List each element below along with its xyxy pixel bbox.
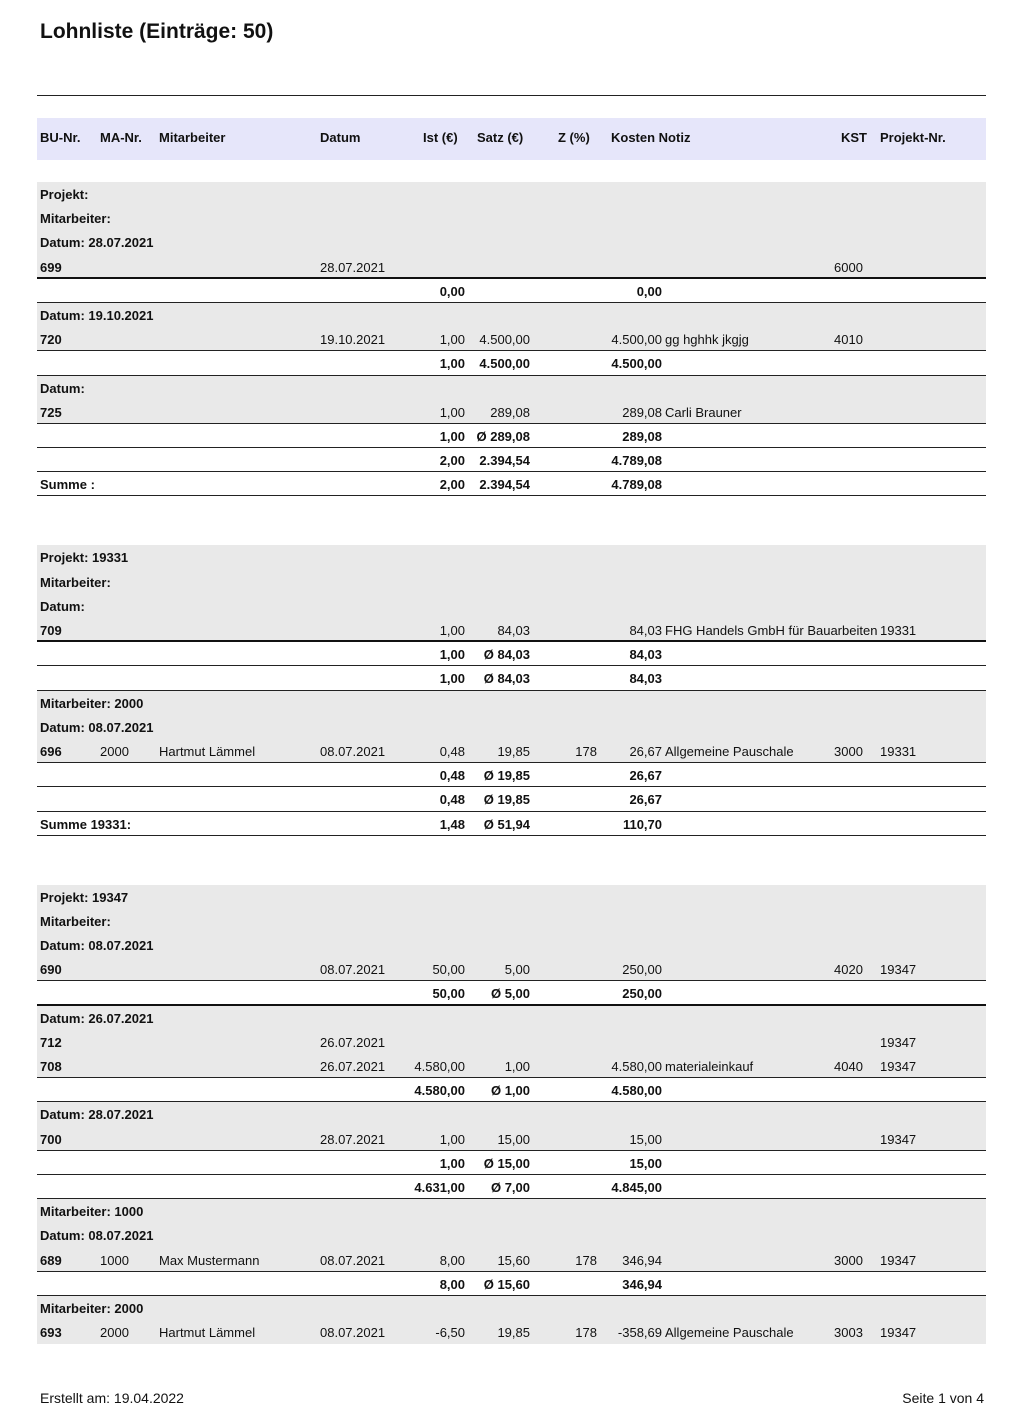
col-datum: Datum bbox=[320, 130, 361, 145]
group-label: Mitarbeiter: bbox=[40, 574, 111, 590]
kosten-cell: 4.500,00 bbox=[611, 332, 662, 348]
satz-sum: Ø 15,60 bbox=[483, 1276, 530, 1292]
subtotal-row bbox=[37, 666, 986, 690]
ist-sum: 4.580,00 bbox=[414, 1083, 465, 1099]
subtotal-row bbox=[37, 424, 986, 448]
report-title: Lohnliste (Einträge: 50) bbox=[40, 20, 274, 43]
group-header-row bbox=[37, 1223, 986, 1247]
col-mitarbeiter: Mitarbeiter bbox=[159, 130, 226, 145]
group-header-row bbox=[37, 303, 986, 327]
subtotal-row bbox=[37, 787, 986, 811]
group-header-row bbox=[37, 182, 986, 206]
group-label: Mitarbeiter: 1000 bbox=[40, 1204, 144, 1220]
group-header-row bbox=[37, 885, 986, 909]
group-label: Datum: 08.07.2021 bbox=[40, 938, 154, 954]
table-row bbox=[37, 618, 986, 642]
kosten-cell: 289,08 bbox=[622, 404, 662, 420]
kosten-sum: 84,03 bbox=[629, 647, 662, 663]
z-cell: 178 bbox=[575, 1325, 597, 1341]
column-header-row bbox=[37, 118, 986, 160]
kst-cell: 4040 bbox=[834, 1059, 863, 1074]
subtotal-row bbox=[37, 351, 986, 375]
kosten-sum: 4.789,08 bbox=[611, 453, 662, 469]
group-header-row bbox=[37, 545, 986, 569]
satz-sum: Ø 51,94 bbox=[483, 816, 530, 832]
created-date: Erstellt am: 19.04.2022 bbox=[40, 1390, 184, 1406]
bu-nr-cell: 699 bbox=[40, 259, 62, 275]
subtotal-row bbox=[37, 279, 986, 303]
table-row bbox=[37, 327, 986, 351]
satz-cell: 84,03 bbox=[497, 623, 530, 638]
datum-cell: 08.07.2021 bbox=[320, 1252, 386, 1268]
ist-sum: 50,00 bbox=[432, 986, 465, 1002]
kosten-cell: 4.580,00 bbox=[611, 1059, 662, 1074]
projekt-nr-cell: 19347 bbox=[880, 1034, 917, 1050]
datum-cell: 08.07.2021 bbox=[320, 743, 386, 759]
col-projekt-nr: Projekt-Nr. bbox=[880, 130, 946, 145]
table-row bbox=[37, 1030, 986, 1054]
group-label: Datum: 19.10.2021 bbox=[40, 307, 154, 323]
ist-cell: 8,00 bbox=[439, 1252, 465, 1268]
kosten-sum: 346,94 bbox=[622, 1276, 662, 1292]
group-header-row bbox=[37, 909, 986, 933]
ist-sum: 1,00 bbox=[439, 671, 465, 687]
report-section bbox=[37, 182, 986, 496]
page-number: Seite 1 von 4 bbox=[902, 1390, 984, 1406]
kst-cell: 6000 bbox=[834, 259, 863, 275]
report-body bbox=[37, 182, 986, 1393]
satz-sum: Ø 289,08 bbox=[476, 428, 530, 444]
kosten-sum: 26,67 bbox=[629, 768, 662, 784]
table-row bbox=[37, 1320, 986, 1344]
subtotal-row bbox=[37, 1175, 986, 1199]
group-header-row bbox=[37, 230, 986, 254]
mitarbeiter-cell: Hartmut Lämmel bbox=[159, 743, 256, 759]
bu-nr-cell: 708 bbox=[40, 1059, 62, 1074]
satz-sum: 2.394,54 bbox=[479, 453, 530, 469]
notiz-cell: FHG Handels GmbH für Bauarbeiten bbox=[665, 623, 878, 638]
group-label: Projekt: bbox=[40, 187, 89, 202]
subtotal-row bbox=[37, 1078, 986, 1102]
group-label: Datum: 28.07.2021 bbox=[40, 1107, 154, 1123]
mitarbeiter-cell: Hartmut Lämmel bbox=[159, 1325, 256, 1341]
col-ist: Ist (€) bbox=[423, 130, 458, 145]
ist-cell: 1,00 bbox=[439, 332, 465, 348]
kosten-sum: 4.580,00 bbox=[611, 1083, 662, 1099]
group-header-row bbox=[37, 1296, 986, 1320]
bu-nr-cell: 712 bbox=[40, 1034, 62, 1050]
col-kst: KST bbox=[841, 130, 867, 145]
group-header-row bbox=[37, 715, 986, 739]
group-header-row bbox=[37, 1199, 986, 1223]
group-label: Mitarbeiter: 2000 bbox=[40, 1300, 144, 1316]
group-label: Datum: 28.07.2021 bbox=[40, 235, 154, 251]
table-row bbox=[37, 1054, 986, 1078]
satz-sum: 2.394,54 bbox=[479, 477, 530, 493]
z-cell: 178 bbox=[575, 1252, 597, 1268]
kosten-sum: 250,00 bbox=[622, 986, 662, 1002]
mitarbeiter-cell: Max Mustermann bbox=[159, 1252, 260, 1268]
ist-sum: 2,00 bbox=[439, 453, 465, 469]
satz-sum: Ø 84,03 bbox=[483, 647, 530, 663]
notiz-cell: materialeinkauf bbox=[665, 1059, 754, 1074]
ist-cell: 1,00 bbox=[439, 623, 465, 638]
satz-sum: Ø 84,03 bbox=[483, 671, 530, 687]
bu-nr-cell: 720 bbox=[40, 332, 62, 348]
subtotal-row bbox=[37, 642, 986, 666]
subtotal-row bbox=[37, 1272, 986, 1296]
table-row bbox=[37, 400, 986, 424]
satz-sum: Ø 19,85 bbox=[483, 792, 530, 808]
col-z: Z (%) bbox=[558, 130, 590, 145]
ist-cell: 1,00 bbox=[439, 404, 465, 420]
bu-nr-cell: 689 bbox=[40, 1252, 62, 1268]
group-header-row bbox=[37, 570, 986, 594]
subtotal-row bbox=[37, 1151, 986, 1175]
group-header-row bbox=[37, 206, 986, 230]
ist-sum: 1,00 bbox=[439, 428, 465, 444]
projekt-nr-cell: 19347 bbox=[880, 1252, 917, 1268]
ist-sum: 0,48 bbox=[439, 792, 465, 808]
group-label: Projekt: 19347 bbox=[40, 889, 129, 905]
bu-nr-cell: 696 bbox=[40, 743, 62, 759]
projekt-nr-cell: 19347 bbox=[880, 1325, 917, 1341]
notiz-cell: Allgemeine Pauschale bbox=[665, 1325, 794, 1341]
z-cell: 178 bbox=[575, 743, 597, 759]
satz-sum: Ø 19,85 bbox=[483, 768, 530, 784]
bu-nr-cell: 725 bbox=[40, 404, 62, 420]
satz-sum: Ø 1,00 bbox=[490, 1083, 530, 1099]
ist-sum: 8,00 bbox=[439, 1276, 465, 1292]
kosten-cell: 346,94 bbox=[622, 1252, 662, 1268]
ist-cell: -6,50 bbox=[435, 1325, 465, 1341]
table-row bbox=[37, 1248, 986, 1272]
group-header-row bbox=[37, 933, 986, 957]
kosten-cell: -358,69 bbox=[617, 1325, 662, 1341]
ma-nr-cell: 2000 bbox=[100, 743, 129, 759]
ist-sum: 0,48 bbox=[439, 768, 465, 784]
table-row bbox=[37, 255, 986, 279]
group-label: Mitarbeiter: bbox=[40, 211, 111, 227]
datum-cell: 08.07.2021 bbox=[320, 962, 386, 978]
subtotal-row bbox=[37, 763, 986, 787]
table-row bbox=[37, 739, 986, 763]
total-row bbox=[37, 472, 986, 496]
kosten-sum: 110,70 bbox=[622, 816, 662, 832]
notiz-cell: Carli Brauner bbox=[665, 404, 742, 420]
ist-cell: 0,48 bbox=[439, 743, 465, 759]
group-label: Datum: 08.07.2021 bbox=[40, 1228, 154, 1244]
ist-sum: 1,00 bbox=[439, 1155, 465, 1171]
satz-sum: Ø 5,00 bbox=[490, 986, 530, 1002]
kosten-sum: 289,08 bbox=[622, 428, 662, 444]
ist-sum: 2,00 bbox=[439, 477, 465, 493]
group-label: Projekt: 19331 bbox=[40, 550, 129, 566]
group-label: Datum: bbox=[40, 598, 85, 614]
col-kosten-notiz: Kosten Notiz bbox=[611, 130, 691, 145]
kst-cell: 4020 bbox=[834, 962, 863, 978]
datum-cell: 26.07.2021 bbox=[320, 1034, 386, 1050]
kosten-sum: 4.789,08 bbox=[611, 477, 662, 493]
kosten-sum: 84,03 bbox=[629, 671, 662, 687]
satz-cell: 15,00 bbox=[497, 1131, 530, 1147]
kst-cell: 3000 bbox=[834, 743, 863, 759]
bu-nr-cell: 690 bbox=[40, 962, 62, 978]
group-label: Mitarbeiter: 2000 bbox=[40, 695, 144, 711]
kosten-cell: 250,00 bbox=[622, 962, 662, 978]
satz-sum: 4.500,00 bbox=[479, 356, 530, 372]
projekt-nr-cell: 19347 bbox=[880, 1131, 917, 1147]
group-header-row bbox=[37, 376, 986, 400]
group-label: Datum: 08.07.2021 bbox=[40, 719, 154, 735]
kosten-sum: 4.845,00 bbox=[611, 1179, 662, 1195]
table-row bbox=[37, 957, 986, 981]
satz-sum: Ø 15,00 bbox=[483, 1155, 530, 1171]
group-header-row bbox=[37, 1102, 986, 1126]
datum-cell: 28.07.2021 bbox=[320, 1131, 386, 1147]
bu-nr-cell: 693 bbox=[40, 1325, 62, 1341]
kosten-sum: 26,67 bbox=[629, 792, 662, 808]
kst-cell: 3000 bbox=[834, 1252, 863, 1268]
total-label: Summe 19331: bbox=[40, 816, 132, 832]
datum-cell: 08.07.2021 bbox=[320, 1325, 386, 1341]
ma-nr-cell: 2000 bbox=[100, 1325, 129, 1341]
ist-sum: 1,00 bbox=[439, 647, 465, 663]
report-section bbox=[37, 885, 986, 1345]
ma-nr-cell: 1000 bbox=[100, 1252, 129, 1268]
satz-cell: 15,60 bbox=[497, 1252, 530, 1268]
total-row bbox=[37, 812, 986, 836]
notiz-cell: gg hghhk jkgjg bbox=[665, 332, 749, 348]
group-label: Datum: 26.07.2021 bbox=[40, 1010, 154, 1026]
kosten-cell: 15,00 bbox=[629, 1131, 662, 1147]
projekt-nr-cell: 19331 bbox=[880, 623, 917, 638]
kosten-cell: 26,67 bbox=[629, 743, 662, 759]
satz-cell: 5,00 bbox=[504, 962, 530, 978]
bu-nr-cell: 700 bbox=[40, 1131, 62, 1147]
col-ma-nr: MA-Nr. bbox=[100, 130, 142, 145]
report-section bbox=[37, 545, 986, 835]
projekt-nr-cell: 19347 bbox=[880, 962, 917, 978]
satz-cell: 4.500,00 bbox=[479, 332, 530, 348]
projekt-nr-cell: 19347 bbox=[880, 1059, 917, 1074]
col-bu-nr: BU-Nr. bbox=[40, 130, 81, 145]
ist-sum: 1,00 bbox=[439, 356, 465, 372]
total-label: Summe : bbox=[40, 477, 95, 493]
ist-cell: 4.580,00 bbox=[414, 1059, 465, 1074]
ist-cell: 1,00 bbox=[439, 1131, 465, 1147]
ist-sum: 4.631,00 bbox=[414, 1179, 465, 1195]
subtotal-row bbox=[37, 448, 986, 472]
subtotal-row bbox=[37, 981, 986, 1005]
kosten-sum: 15,00 bbox=[629, 1155, 662, 1171]
group-header-row bbox=[37, 594, 986, 618]
ist-cell: 50,00 bbox=[432, 962, 465, 978]
header-divider bbox=[37, 95, 986, 96]
datum-cell: 26.07.2021 bbox=[320, 1059, 386, 1074]
datum-cell: 19.10.2021 bbox=[320, 332, 386, 348]
notiz-cell: Allgemeine Pauschale bbox=[665, 743, 794, 759]
ist-sum: 0,00 bbox=[439, 283, 465, 299]
satz-cell: 19,85 bbox=[497, 1325, 530, 1341]
ist-sum: 1,48 bbox=[439, 816, 465, 832]
kst-cell: 3003 bbox=[834, 1325, 863, 1341]
satz-cell: 289,08 bbox=[490, 404, 530, 420]
group-label: Datum: bbox=[40, 380, 85, 396]
kst-cell: 4010 bbox=[834, 332, 863, 348]
col-satz: Satz (€) bbox=[477, 130, 524, 145]
group-label: Mitarbeiter: bbox=[40, 913, 111, 929]
satz-sum: Ø 7,00 bbox=[490, 1179, 530, 1195]
kosten-cell: 84,03 bbox=[629, 623, 662, 638]
group-header-row bbox=[37, 1006, 986, 1030]
kosten-sum: 4.500,00 bbox=[611, 356, 662, 372]
bu-nr-cell: 709 bbox=[40, 623, 62, 638]
satz-cell: 19,85 bbox=[497, 743, 530, 759]
kosten-sum: 0,00 bbox=[636, 283, 662, 299]
table-row bbox=[37, 1127, 986, 1151]
projekt-nr-cell: 19331 bbox=[880, 743, 917, 759]
datum-cell: 28.07.2021 bbox=[320, 259, 386, 275]
group-header-row bbox=[37, 691, 986, 715]
satz-cell: 1,00 bbox=[504, 1059, 530, 1074]
